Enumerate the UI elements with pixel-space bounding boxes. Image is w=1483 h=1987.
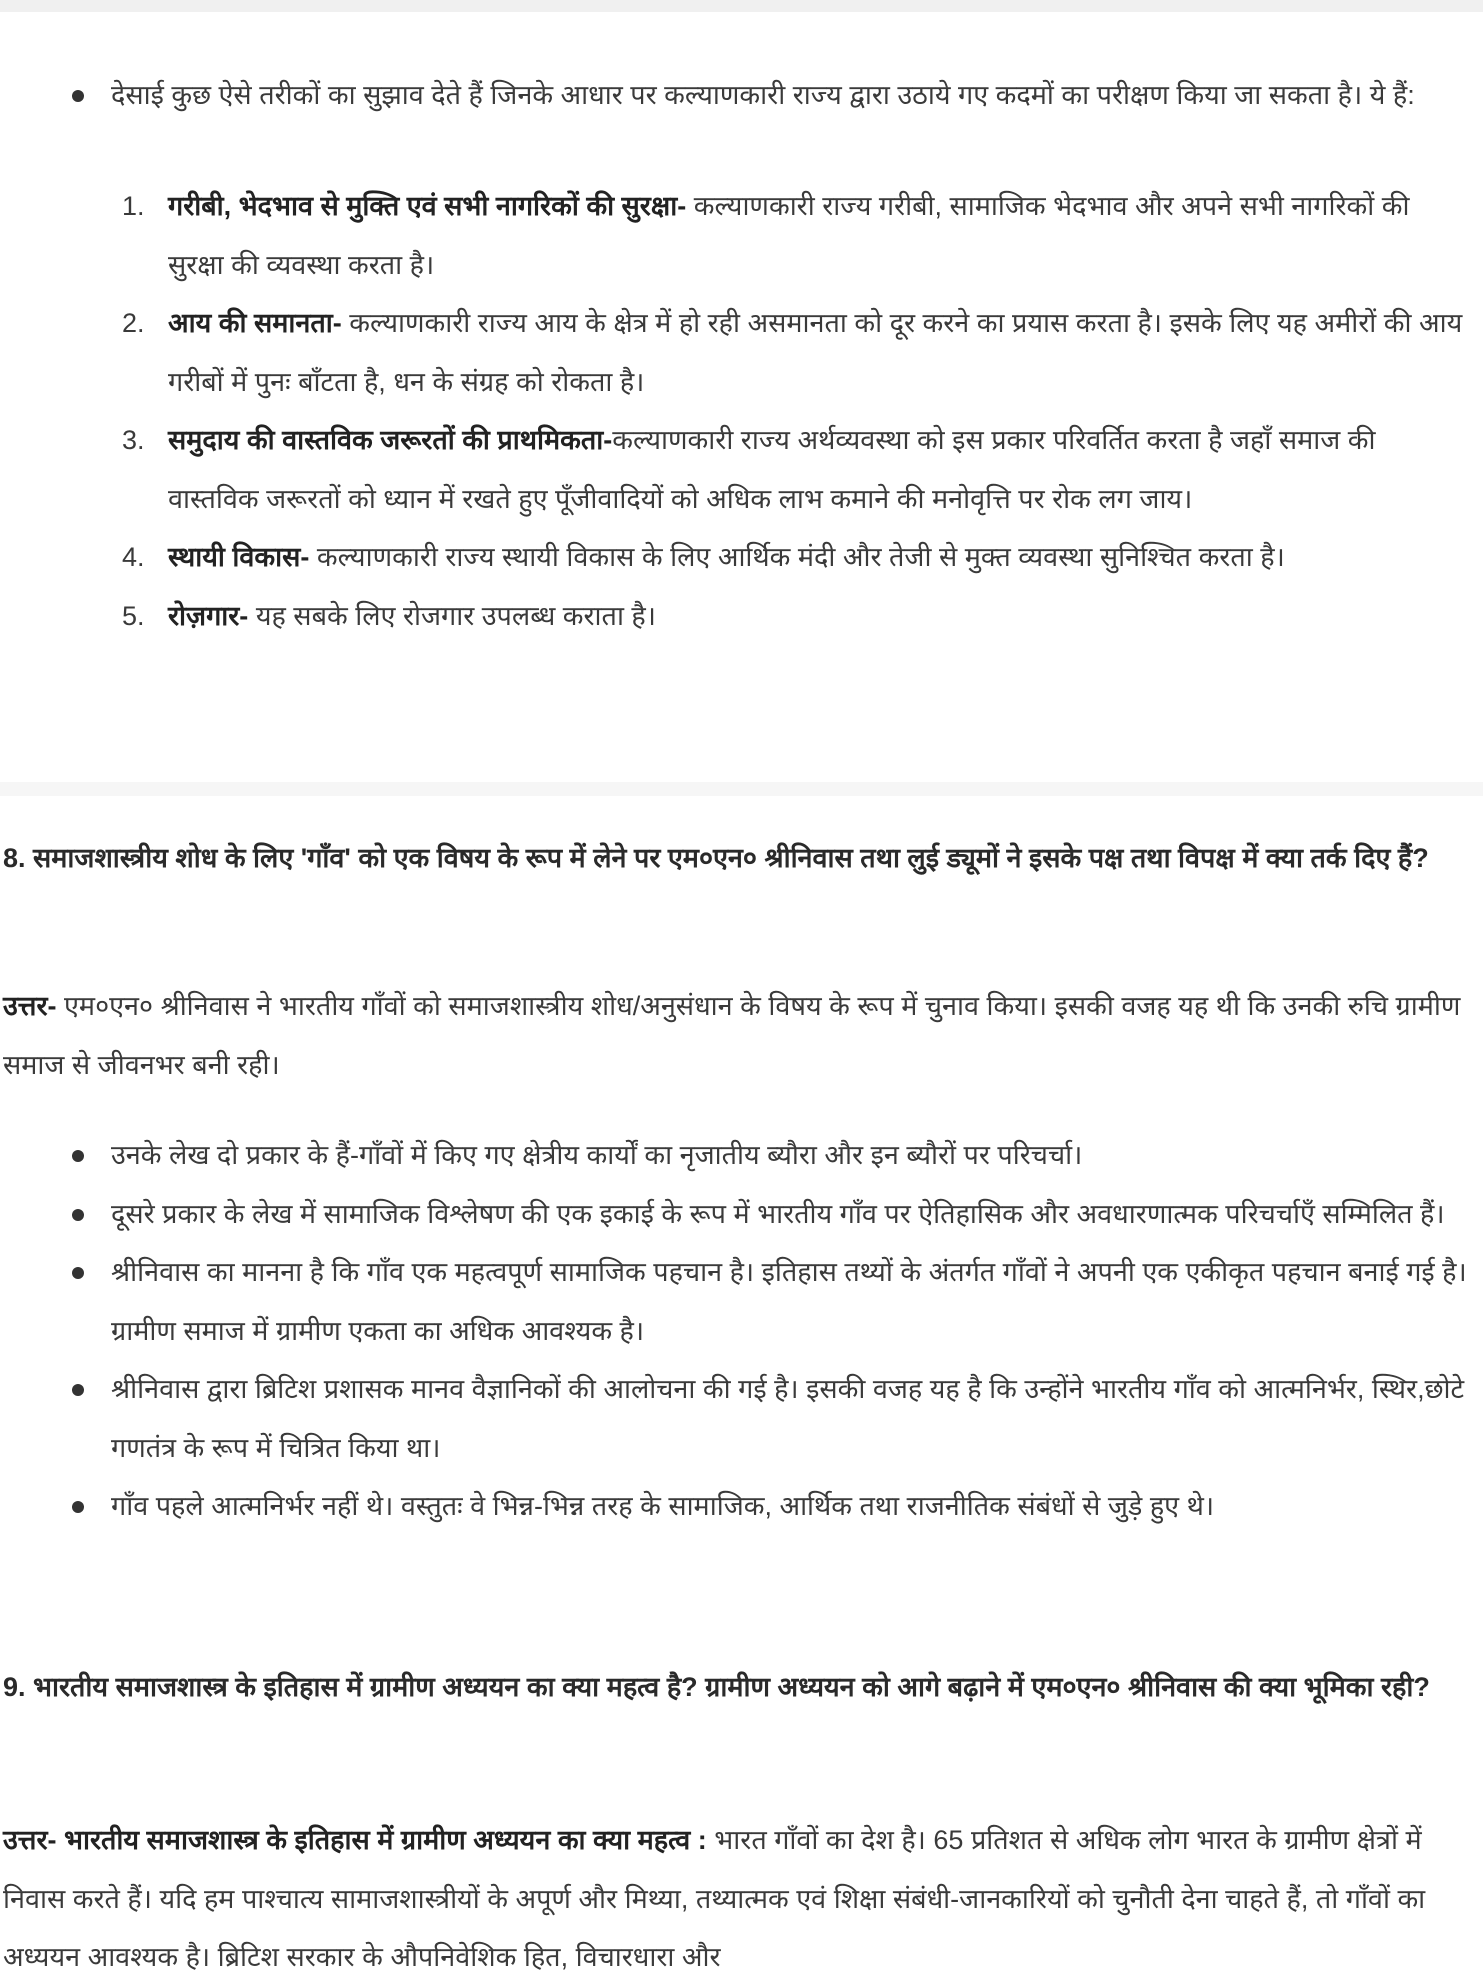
question-8-heading: 8. समाजशास्त्रीय शोध के लिए 'गाँव' को एक विषय के रूप में लेने पर एम०एन० श्रीनिवास तथा लुई ड्यूमों ने इसके पक्ष तथा विपक्ष में क्या तर्क दिए हैं?	[3, 843, 1429, 873]
item-label: गरीबी, भेदभाव से मुक्ति एवं सभी नागरिकों की सुरक्षा-	[168, 191, 687, 221]
item-label: आय की समानता-	[168, 308, 342, 338]
list-item	[0, 177, 1470, 294]
point-text: श्रीनिवास का मानना है कि गाँव एक महत्वपूर्ण सामाजिक पहचान है। इतिहास तथ्यों के अंतर्गत गाँवों ने अपनी एक एकीकृत पहचान बनाई गई है। ग्रामीण समाज में ग्रामीण एकता का अधिक आवश्यक है।	[111, 1257, 1467, 1346]
answer-text: भारत गाँवों का देश है। 65 प्रतिशत से अधिक लोग भारत के ग्रामीण क्षेत्रों में निवास करते हैं। यदि हम पाश्चात्य सामाजशास्त्रीयों के अपूर्ण और मिथ्या, तथ्यात्मक एवं शिक्षा संबंधी-जानकारियों को चुनौती देना चाहते हैं, तो गाँवों का अध्ययन आवश्यक है। ब्रिटिश सरकार के औपनिवेशिक हित, विचारधारा और	[3, 1825, 1426, 1972]
item-number: 2.	[122, 308, 145, 338]
list-item	[0, 411, 1470, 528]
question-9-answer	[0, 1811, 1473, 1987]
list-item	[0, 528, 1470, 587]
list-item	[0, 1126, 1470, 1185]
item-number: 3.	[122, 425, 145, 455]
point-text: गाँव पहले आत्मनिर्भर नहीं थे। वस्तुतः वे भिन्न-भिन्न तरह के सामाजिक, आर्थिक तथा राजनीतिक संबंधों से जुड़े हुए थे।	[111, 1491, 1215, 1521]
item-text: कल्याणकारी राज्य अर्थव्यवस्था को इस प्रकार परिवर्तित करता है जहाँ समाज की वास्तविक जरूरतों को ध्यान में रखते हुए पूँजीवादियों को अधिक लाभ कमाने की मनोवृत्ति पर रोक लग जाय।	[168, 425, 1376, 514]
section-divider	[0, 782, 1483, 796]
list-item	[0, 66, 1470, 125]
list-item	[0, 294, 1470, 411]
item-number: 5.	[122, 600, 145, 631]
list-item	[0, 1360, 1470, 1477]
measures-list	[0, 177, 1470, 645]
bullet-icon	[72, 1150, 84, 1162]
point-text: उनके लेख दो प्रकार के हैं-गाँवों में किए गए क्षेत्रीय कार्यों का नृजातीय ब्यौरा और इन ब्यौरों पर परिचर्चा।	[111, 1140, 1083, 1170]
point-text: दूसरे प्रकार के लेख में सामाजिक विश्लेषण की एक इकाई के रूप में भारतीय गाँव पर ऐतिहासिक और अवधारणात्मक परिचर्चाएँ सम्मिलित हैं।	[111, 1198, 1445, 1229]
list-item	[0, 587, 1470, 646]
question-8-points	[0, 1126, 1470, 1536]
item-text: कल्याणकारी राज्य आय के क्षेत्र में हो रही असमानता को दूर करने का प्रयास करता है। इसके लिए यह अमीरों की आय गरीबों में पुनः बाँटता है, धन के संग्रह को रोकता है।	[168, 308, 1463, 397]
answer-text: एम०एन० श्रीनिवास ने भारतीय गाँवों को समाजशास्त्रीय शोध/अनुसंधान के विषय के रूप में चुनाव किया। इसकी वजह यह थी कि उनकी रुचि ग्रामीण समाज से जीवनभर बनी रही।	[3, 991, 1461, 1080]
item-label: स्थायी विकास-	[168, 542, 310, 572]
bullet-icon	[72, 1267, 84, 1279]
intro-text: देसाई कुछ ऐसे तरीकों का सुझाव देते हैं जिनके आधार पर कल्याणकारी राज्य द्वारा उठाये गए कदमों का परीक्षण किया जा सकता है। ये हैं:	[111, 80, 1415, 110]
bullet-icon	[72, 1209, 84, 1221]
point-text: श्रीनिवास द्वारा ब्रिटिश प्रशासक मानव वैज्ञानिकों की आलोचना की गई है। इसकी वजह यह है कि उन्होंने भारतीय गाँव को आत्मनिर्भर, स्थिर,छोटे गणतंत्र के रूप में चित्रित किया था।	[111, 1374, 1465, 1463]
answer-label: उत्तर-	[3, 991, 57, 1021]
list-item	[0, 1477, 1470, 1536]
item-number: 1.	[122, 191, 145, 221]
answer-label: उत्तर- भारतीय समाजशास्त्र के इतिहास में ग्रामीण अध्ययन का क्या महत्व :	[3, 1825, 707, 1855]
item-label: समुदाय की वास्तविक जरूरतों की प्राथमिकता-	[168, 425, 613, 455]
intro-section	[0, 66, 1470, 125]
item-text: कल्याणकारी राज्य गरीबी, सामाजिक भेदभाव और अपने सभी नागरिकों की सुरक्षा की व्यवस्था करता है।	[168, 191, 1410, 280]
question-9-heading: 9. भारतीय समाजशास्त्र के इतिहास में ग्रामीण अध्ययन का क्या महत्व है? ग्रामीण अध्ययन को आगे बढ़ाने में एम०एन० श्रीनिवास की क्या भूमिका रही?	[3, 1672, 1430, 1702]
item-text: कल्याणकारी राज्य स्थायी विकास के लिए आर्थिक मंदी और तेजी से मुक्त व्यवस्था सुनिश्चित करता है।	[309, 542, 1285, 572]
bullet-icon	[72, 90, 84, 102]
top-divider	[0, 0, 1483, 12]
item-number: 4.	[122, 542, 145, 572]
list-item	[0, 1243, 1470, 1360]
bullet-icon	[72, 1501, 84, 1513]
item-text: यह सबके लिए रोजगार उपलब्ध कराता है।	[248, 600, 657, 631]
bullet-icon	[72, 1384, 84, 1396]
item-label: रोज़गार-	[168, 600, 249, 631]
list-item	[0, 1185, 1470, 1244]
question-8-answer	[0, 977, 1473, 1094]
